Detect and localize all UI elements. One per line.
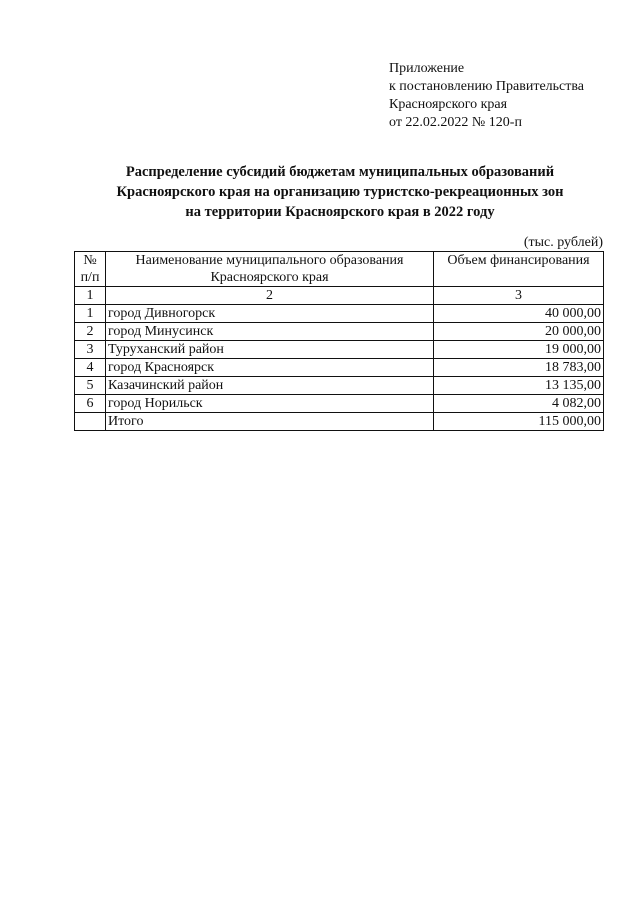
table-row: [75, 395, 604, 413]
table-row: [75, 359, 604, 377]
table-row: [75, 305, 604, 323]
appendix-block: [389, 60, 629, 132]
row-number: 2: [75, 323, 106, 341]
column-number-cell: 1: [75, 287, 106, 305]
row-number: 6: [75, 395, 106, 413]
subsidy-table: [74, 251, 604, 431]
table-row: [75, 341, 604, 359]
row-amount: 20 000,00: [434, 323, 604, 341]
units-note: (тыс. рублей): [523, 235, 603, 250]
row-number: 3: [75, 341, 106, 359]
appendix-line-2: к постановлению Правительства: [389, 79, 585, 94]
appendix-line-1: Приложение: [389, 61, 465, 76]
row-number: 1: [75, 305, 106, 323]
row-amount: 19 000,00: [434, 341, 604, 359]
total-amount: 115 000,00: [434, 413, 604, 431]
column-number-cell: 2: [106, 287, 434, 305]
row-municipality: город Дивногорск: [106, 305, 434, 323]
document-title: [70, 162, 610, 222]
row-municipality: город Минусинск: [106, 323, 434, 341]
row-municipality: Туруханский район: [106, 341, 434, 359]
row-municipality: Казачинский район: [106, 377, 434, 395]
row-amount: 18 783,00: [434, 359, 604, 377]
table-row: [75, 377, 604, 395]
total-row: [75, 413, 604, 431]
column-number-row: [75, 287, 604, 305]
row-amount: 13 135,00: [434, 377, 604, 395]
header-funding: Объем финансирования: [434, 252, 604, 287]
appendix-line-3: Красноярского края: [389, 97, 508, 112]
row-amount: 40 000,00: [434, 305, 604, 323]
column-number-cell: 3: [434, 287, 604, 305]
total-number: [75, 413, 106, 431]
header-municipality: Наименование муниципального образования Красноярского края: [106, 252, 434, 287]
title-line-3: на территории Красноярского края в 2022 году: [185, 204, 495, 220]
total-label: Итого: [106, 413, 434, 431]
header-number: № п/п: [75, 252, 106, 287]
row-municipality: город Красноярск: [106, 359, 434, 377]
row-number: 5: [75, 377, 106, 395]
table-header-row: [75, 252, 604, 287]
row-municipality: город Норильск: [106, 395, 434, 413]
row-amount: 4 082,00: [434, 395, 604, 413]
table-row: [75, 323, 604, 341]
title-line-1: Распределение субсидий бюджетам муниципальных образований: [125, 164, 555, 180]
appendix-line-4: от 22.02.2022 № 120-п: [389, 115, 522, 130]
row-number: 4: [75, 359, 106, 377]
title-line-2: Красноярского края на организацию туристско-рекреационных зон: [116, 184, 564, 200]
